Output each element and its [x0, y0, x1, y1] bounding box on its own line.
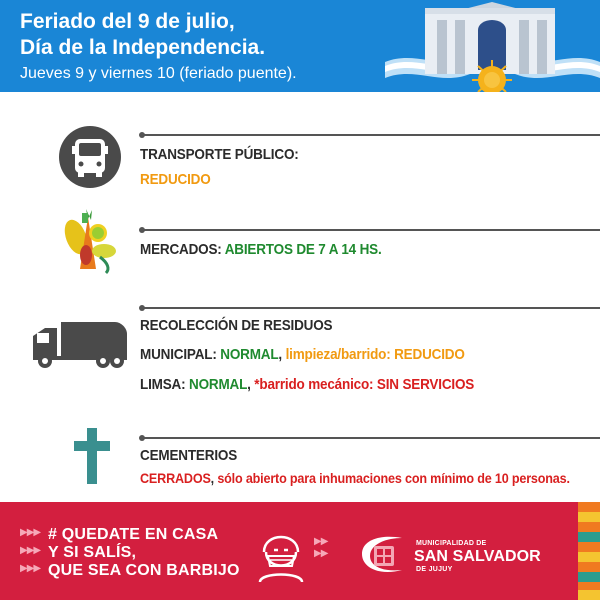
arrows-icon: ▶▶▶ [20, 527, 41, 538]
residuos-municipal-line [140, 346, 465, 363]
cementerios-note: sólo abierto para inhumaciones con mínimo de 10 personas. [217, 470, 570, 486]
arrows-icon: ▶▶▶ [20, 545, 41, 556]
casa-historica-illustration [385, 0, 600, 92]
limsa-status: NORMAL [188, 376, 248, 393]
municipal-status: NORMAL [220, 346, 279, 363]
divider-line [142, 229, 600, 231]
municipal-separator: , [278, 346, 286, 363]
cementerios-status: CERRADOS [140, 470, 211, 486]
residuos-title: RECOLECCIÓN DE RESIDUOS [140, 317, 333, 334]
footer-line1: # QUEDATE EN CASA [48, 526, 219, 543]
footer-banner [0, 502, 600, 600]
mercados-line [140, 241, 382, 258]
footer-line2: Y SI SALÍS, [48, 544, 137, 561]
divider-line [142, 307, 600, 309]
municipal-extra: limpieza/barrido: REDUCIDO [285, 346, 465, 363]
cementerios-separator: , [210, 470, 218, 486]
residuos-limsa-line [140, 376, 474, 393]
header-banner [0, 0, 600, 92]
municipality-bottom: DE JUJUY [416, 566, 453, 573]
transporte-title: TRANSPORTE PÚBLICO: [140, 146, 299, 163]
footer-line3: QUE SEA CON BARBIJO [48, 562, 240, 579]
header-title-line1: Feriado del 9 de julio, [20, 10, 235, 33]
limsa-separator: , [247, 376, 255, 393]
arrows-icon: ▶▶▶ [20, 563, 41, 574]
arrows-icon: ▶▶ [314, 536, 328, 547]
header-subtitle: Jueves 9 y viernes 10 (feriado puente). [20, 65, 297, 82]
garbage-truck-icon [31, 318, 129, 370]
masked-person-icon [256, 522, 306, 582]
limsa-label: LIMSA: [140, 376, 189, 393]
transporte-status: REDUCIDO [140, 171, 211, 188]
cementerios-line [140, 470, 570, 486]
arrows-icon: ▶▶ [314, 548, 328, 559]
municipality-top: MUNICIPALIDAD DE [416, 540, 487, 547]
mercados-status: ABIERTOS DE 7 A 14 HS. [224, 241, 382, 258]
header-title-line2: Día de la Independencia. [20, 36, 266, 59]
divider-line [142, 437, 600, 439]
cementerios-title: CEMENTERIOS [140, 447, 238, 464]
limsa-extra: *barrido mecánico: SIN SERVICIOS [254, 376, 475, 393]
decorative-stripe [578, 502, 600, 600]
bus-icon [59, 126, 121, 188]
municipal-label: MUNICIPAL: [140, 346, 221, 363]
vegetables-icon [58, 207, 120, 277]
cross-icon [72, 428, 112, 484]
municipality-name: SAN SALVADOR [414, 548, 541, 565]
mercados-label: MERCADOS: [140, 241, 225, 258]
municipality-logo [356, 532, 408, 576]
divider-line [142, 134, 600, 136]
